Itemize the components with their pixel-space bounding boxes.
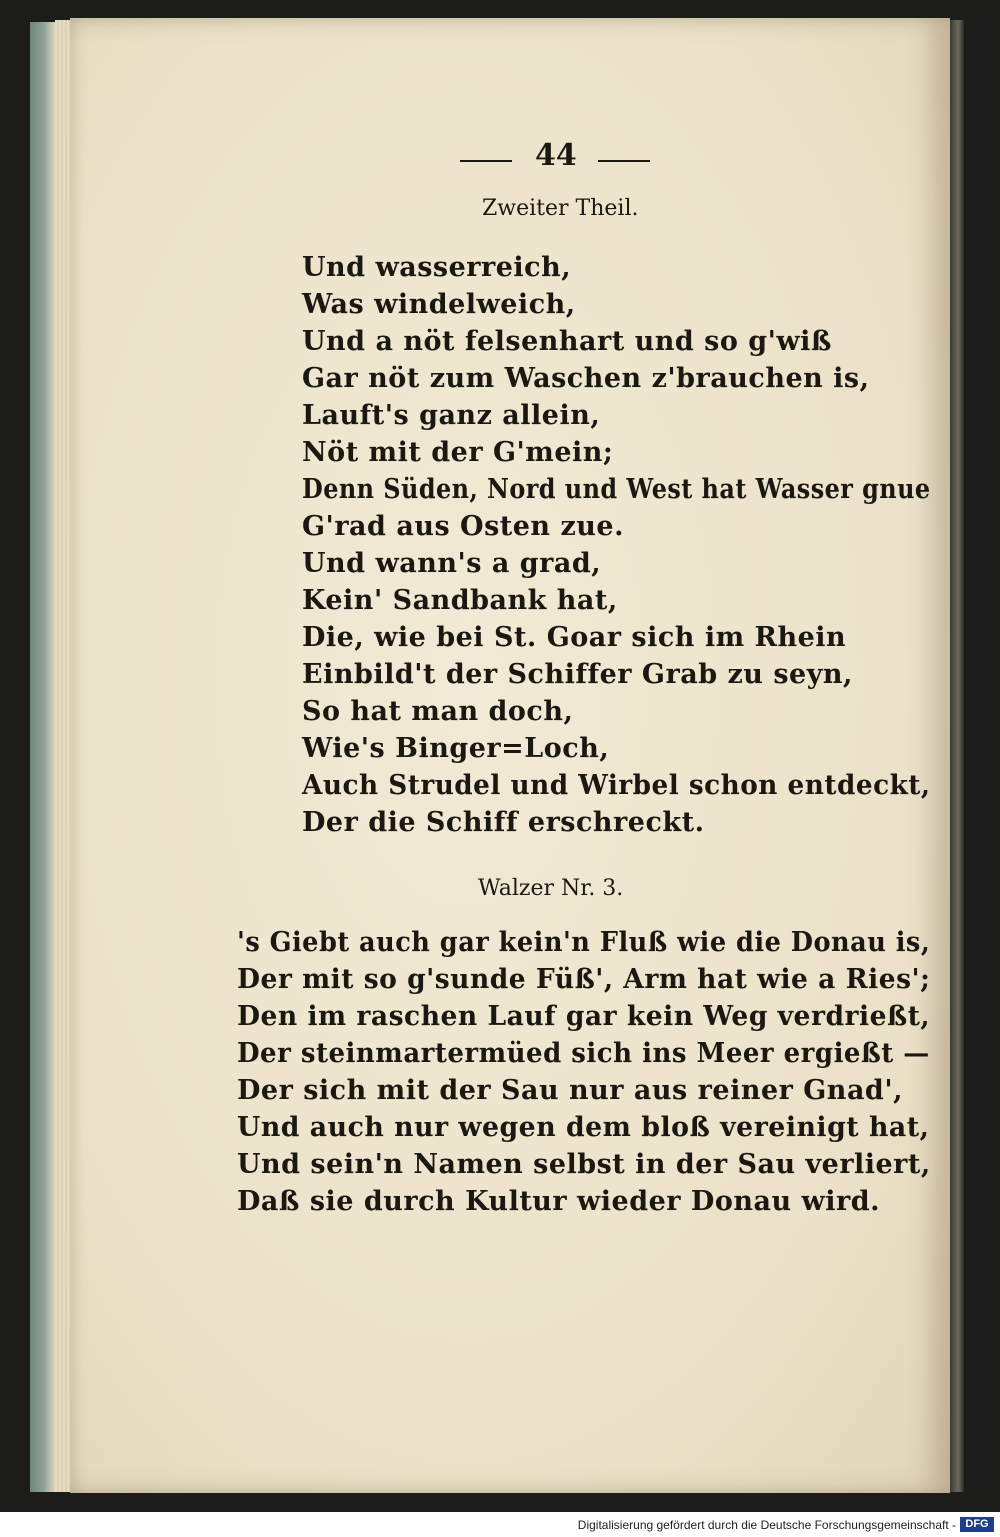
page-header (460, 138, 660, 178)
page-number: 44 (535, 138, 577, 173)
verse-line: Der die Schiff erschreckt. (302, 807, 705, 838)
next-page-edge (950, 20, 964, 1492)
digitization-footer (0, 1512, 1000, 1537)
verse-line: Denn Süden, Nord und West hat Wasser gnue (302, 474, 931, 505)
verse-line: Der mit so g'sunde Füß', Arm hat wie a Ries'; (237, 964, 931, 995)
verse-line: Den im raschen Lauf gar kein Weg verdrießt, (237, 1001, 931, 1032)
section-heading: Zweiter Theil. (482, 196, 639, 221)
verse-line: Und a nöt felsenhart und so g'wiß (302, 326, 832, 357)
verse-line: Kein' Sandbank hat, (302, 585, 618, 616)
verse-line: So hat man doch, (302, 696, 574, 727)
verse-line: Und wasserreich, (302, 252, 572, 283)
verse-line: Wie's Binger=Loch, (302, 733, 610, 764)
verse-line: Und auch nur wegen dem bloß vereinigt hat, (237, 1112, 930, 1143)
verse-line: 's Giebt auch gar kein'n Fluß wie die Donau is, (237, 927, 931, 958)
subheading: Walzer Nr. 3. (478, 876, 624, 901)
verse-line: Der sich mit der Sau nur aus reiner Gnad', (237, 1075, 903, 1106)
verse-line: Auch Strudel und Wirbel schon entdeckt, (302, 770, 931, 801)
verse-line: Lauft's ganz allein, (302, 400, 601, 431)
verse-line: G'rad aus Osten zue. (302, 511, 624, 542)
page-number-dash-left (460, 160, 512, 162)
verse-line: Gar nöt zum Waschen z'brauchen is, (302, 363, 870, 394)
verse-line: Und sein'n Namen selbst in der Sau verliert, (237, 1149, 931, 1180)
verse-line: Die, wie bei St. Goar sich im Rhein (302, 622, 847, 653)
dfg-logo: DFG (960, 1517, 994, 1532)
verse-line: Daß sie durch Kultur wieder Donau wird. (237, 1186, 880, 1217)
verse-line: Der steinmartermüed sich ins Meer ergießt — (237, 1038, 930, 1069)
funding-credit: Digitalisierung gefördert durch die Deutsche Forschungsgemeinschaft - (577, 1518, 956, 1532)
verse-line: Nöt mit der G'mein; (302, 437, 614, 468)
verse-line: Einbild't der Schiffer Grab zu seyn, (302, 659, 853, 690)
verse-line: Und wann's a grad, (302, 548, 602, 579)
verse-line: Was windelweich, (302, 289, 576, 320)
page-number-dash-right (598, 160, 650, 162)
